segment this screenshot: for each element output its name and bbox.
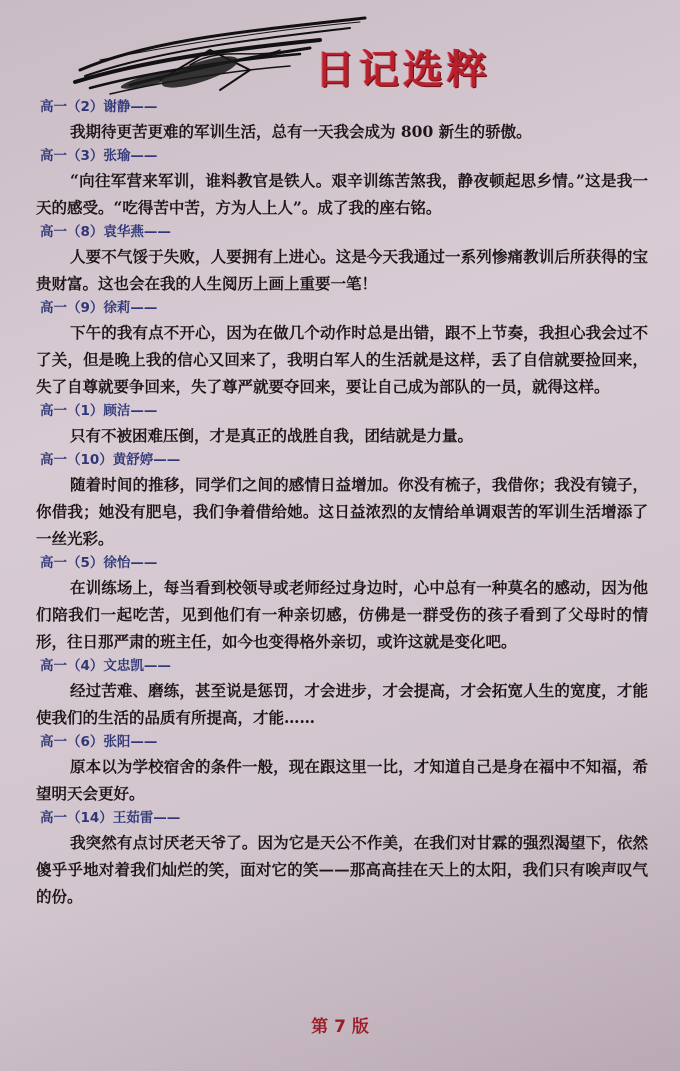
author-dash: ——: [153, 452, 181, 468]
entry-author: [36, 297, 648, 319]
entry-text: 下午的我有点不开心，因为在做几个动作时总是出错，跟不上节奏，我担心我会过不了关，但是晚上我的信心又回来了，我明白军人的生活就是这样，丢了自信就要捡回来，失了自尊就要争回来，失了尊严就要夺回来，要让自己成为部队的一员，就得这样。: [36, 323, 648, 396]
diary-entry: [36, 400, 648, 449]
entry-author-name: 高一（9）徐莉: [40, 300, 131, 316]
author-dash: ——: [130, 403, 158, 419]
header: [70, 10, 510, 100]
entry-author-name: 高一（5）徐怡: [40, 555, 131, 571]
diary-entry: [36, 145, 648, 221]
entry-author-name: 高一（6）张阳: [40, 734, 131, 750]
entry-text: 原本以为学校宿舍的条件一般，现在跟这里一比，才知道自己是身在福中不知福，希望明天会更好。: [36, 757, 648, 803]
entry-text: 我突然有点讨厌老天爷了。因为它是天公不作美，在我们对甘霖的强烈渴望下，依然傻乎乎地对着我们灿烂的笑，面对它的笑——那高高挂在天上的太阳，我们只有唉声叹气的份。: [36, 833, 648, 906]
diary-entry: [36, 552, 648, 655]
entry-text: 我期待更苦更难的军训生活，总有一天我会成为 800 新生的骄傲。: [70, 122, 532, 141]
author-dash: ——: [143, 658, 171, 674]
entry-author-name: 高一（4）文忠凯: [40, 658, 144, 674]
diary-entry: [36, 221, 648, 297]
entry-author: [36, 655, 648, 677]
entry-author: [36, 552, 648, 574]
diary-entry: [36, 731, 648, 807]
diary-entry: [36, 449, 648, 552]
entry-author: [36, 96, 648, 118]
entry-author: [36, 449, 648, 471]
entry-author-name: 高一（10）黄舒婷: [40, 452, 154, 468]
author-dash: ——: [130, 99, 158, 115]
entry-author-name: 高一（3）张瑜: [40, 148, 131, 164]
entry-text: 经过苦难、磨练，甚至说是惩罚，才会进步，才会提高，才会拓宽人生的宽度，才能使我们的生活的品质有所提高，才能……: [36, 681, 648, 727]
entry-author: [36, 145, 648, 167]
entry-text: 随着时间的推移，同学们之间的感情日益增加。你没有梳子，我借你；我没有镜子，你借我；她没有肥皂，我们争着借给她。这日益浓烈的友情给单调艰苦的军训生活增添了一丝光彩。: [36, 475, 648, 548]
entry-author-name: 高一（14）王茹雷: [40, 810, 154, 826]
entry-author: [36, 807, 648, 829]
author-dash: ——: [130, 300, 158, 316]
entry-author: [36, 731, 648, 753]
author-dash: ——: [130, 555, 158, 571]
entry-author-name: 高一（8）袁华燕: [40, 224, 144, 240]
diary-entry: [36, 807, 648, 910]
entry-text: 人要不气馁于失败，人要拥有上进心。这是今天我通过一系列惨痛教训后所获得的宝贵财富。这也会在我的人生阅历上画上重要一笔！: [36, 247, 648, 293]
page-number: 第 7 版: [311, 1017, 369, 1037]
entry-text: 在训练场上，每当看到校领导或老师经过身边时，心中总有一种莫名的感动，因为他们陪我们一起吃苦，见到他们有一种亲切感，仿佛是一群受伤的孩子看到了父母时的情形，往日那严肃的班主任，如今也变得格外亲切，或许这就是变化吧。: [36, 578, 648, 651]
entry-author: [36, 221, 648, 243]
entry-author-name: 高一（1）顾洁: [40, 403, 131, 419]
author-dash: ——: [130, 148, 158, 164]
author-dash: ——: [130, 734, 158, 750]
author-dash: ——: [153, 810, 181, 826]
entry-text: 只有不被困难压倒，才是真正的战胜自我，团结就是力量。: [70, 426, 474, 445]
diary-entry: [36, 96, 648, 145]
author-dash: ——: [143, 224, 171, 240]
diary-entry: [36, 655, 648, 731]
diary-entry: [36, 297, 648, 400]
entry-author: [36, 400, 648, 422]
page-title: 日记选粹: [315, 47, 491, 93]
entry-author-name: 高一（2）谢静: [40, 99, 131, 115]
entry-text: “向往军营来军训，谁料教官是铁人。艰辛训练苦煞我，静夜顿起思乡情。”这是我一天的感受。“吃得苦中苦，方为人上人”。成了我的座右铭。: [36, 171, 648, 217]
diary-entries: [36, 96, 648, 910]
